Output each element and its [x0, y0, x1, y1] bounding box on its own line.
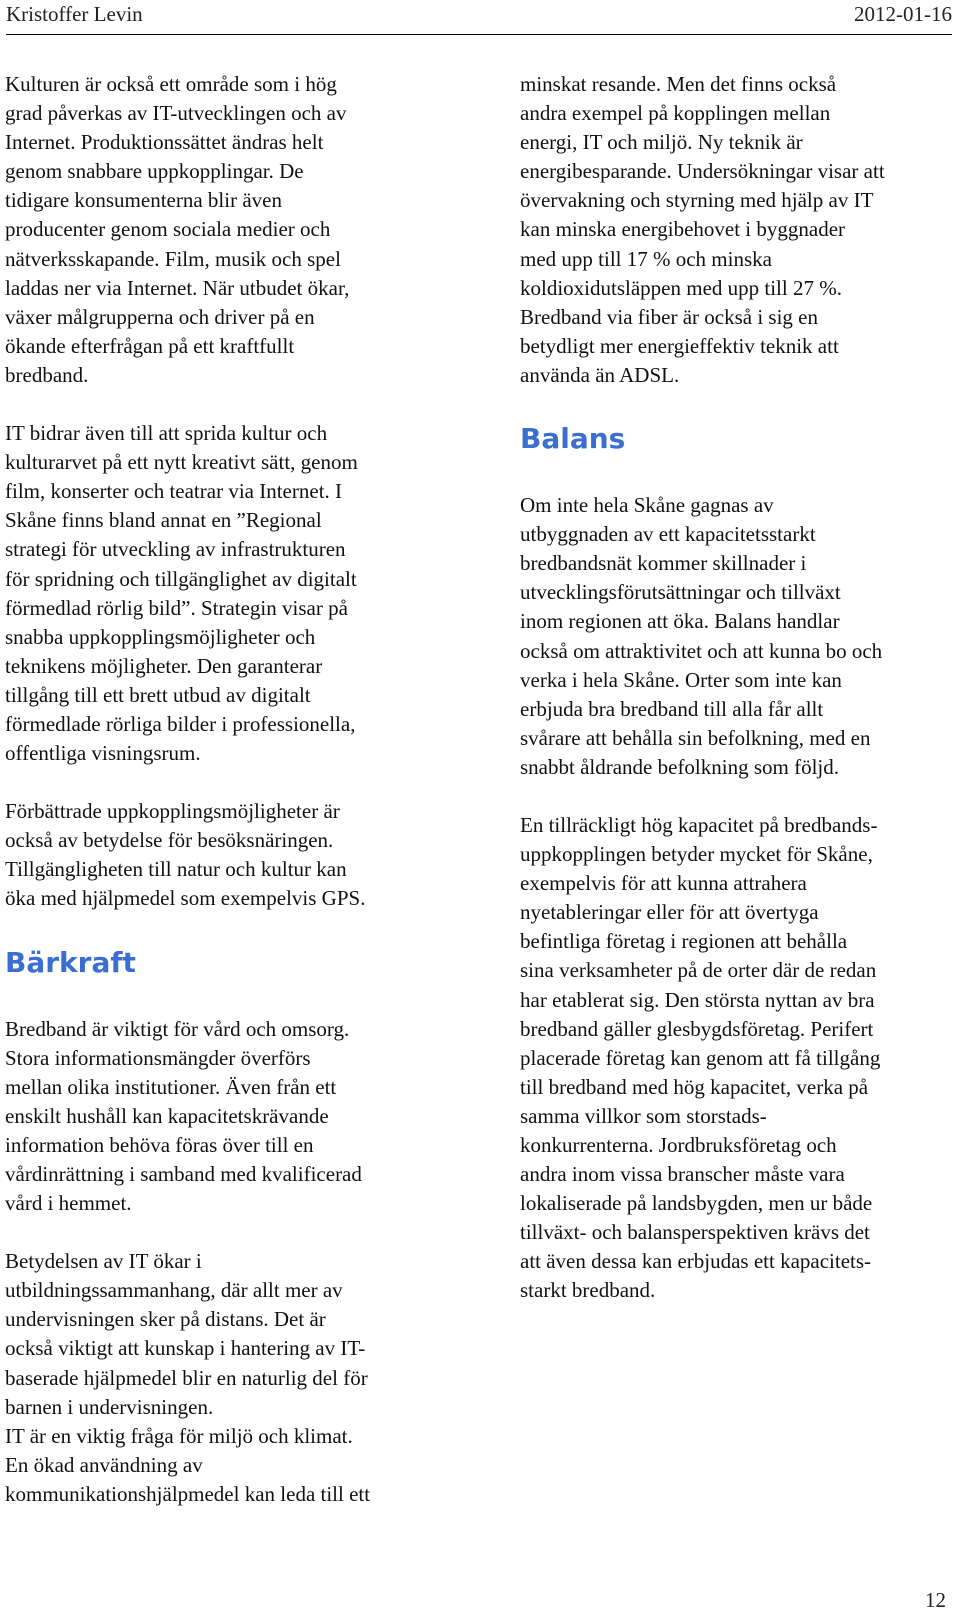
page-number: 12	[925, 1588, 946, 1612]
page-header	[6, 0, 952, 35]
paragraph-energi: minskat resande. Men det finns också andra exempel på kopplingen mellan energi, IT och miljö. Ny teknik är energibesparande. Undersökningar visar att övervakning och styrning med hjälp av IT kan minska energibehovet i byggnader med upp till 17 % och minska koldioxidutsläppen med upp till 27 %. Bredband via fiber är också i sig en betydligt mer energieffektiv teknik att använda än ADSL.	[520, 72, 885, 387]
paragraph-utbildning: Betydelsen av IT ökar i utbildningssammanhang, där allt mer av undervisningen sker på distans. Det är också viktigt att kunskap i hantering av IT- baserade hjälpmedel blir en naturlig del för barnen i undervisningen.	[5, 1249, 368, 1419]
paragraph-kultur: Kulturen är också ett område som i hög grad påverkas av IT-utvecklingen och av Internet. Produktionssättet ändras helt genom snabbare uppkopplingar. De tidigare konsumenterna blir även producenter genom sociala medier och nätverksskapande. Film, musik och spel laddas ner via Internet. När utbudet ökar, växer målgrupperna och driver på en ökande efterfrågan på ett kraftfullt bredband.	[5, 72, 350, 387]
section-heading-barkraft: Bärkraft	[5, 945, 136, 979]
paragraph-besoksnaring: Förbättrade uppkopplingsmöjligheter är också av betydelse för besöksnäringen. Tillgängligheten till natur och kultur kan öka med hjälpmedel som exempelvis GPS.	[5, 799, 366, 911]
left-column	[5, 70, 475, 1509]
header-date: 2012-01-16	[854, 2, 952, 26]
paragraph-balans: Om inte hela Skåne gagnas av utbyggnaden av ett kapacitetsstarkt bredbandsnät kommer skillnader i utvecklingsförutsättningar och tillväxt inom regionen att öka. Balans handlar också om attraktivitet och att kunna bo och verka i hela Skåne. Orter som inte kan erbjuda bra bredband till alla får allt svårare att behålla sin befolkning, med en snabbt åldrande befolkning som följd.	[520, 493, 883, 779]
paragraph-miljo: IT är en viktig fråga för miljö och klimat. En ökad användning av kommunikationshjälpmedel kan leda till ett	[5, 1423, 371, 1506]
paragraph-kapacitet: En tillräckligt hög kapacitet på bredbands- uppkopplingen betyder mycket för Skåne, exempelvis för att kunna attrahera nyetableringar eller för att övertyga befintliga företag i regionen att behålla sina verksamheter på de orter där de redan har etablerat sig. Den största nyttan av bra bredband gäller glesbygdsföretag. Perifert placerade företag kan genom att få tillgång till bredband med hög kapacitet, verka på samma villkor som storstads- konkurrenterna. Jordbruksföretag och andra inom vissa branscher måste vara lokaliserade på landsbygden, men ur både tillväxt- och balansperspektiven krävs det att även dessa kan erbjudas ett kapacitets- starkt bredband.	[520, 812, 881, 1303]
right-column	[520, 70, 960, 1306]
section-heading-balans: Balans	[520, 422, 626, 456]
paragraph-vard: Bredband är viktigt för vård och omsorg. Stora informationsmängder överförs mellan olika institutioner. Även från ett enskilt hushåll kan kapacitetskrävande information behöva föras över till en vårdinrättning i samband med kvalificerad vård i hemmet.	[5, 1016, 362, 1216]
header-author: Kristoffer Levin	[6, 2, 143, 26]
paragraph-it-kultur: IT bidrar även till att sprida kultur och kulturarvet på ett nytt kreativt sätt, genom film, konserter och teatrar via Internet. I Skåne finns bland annat en ”Regional strategi för utveckling av infrastrukturen för spridning och tillgänglighet av digitalt förmedlad rörlig bild”. Strategin visar på snabba uppkopplingsmöjligheter och teknikens möjligheter. Den garanterar tillgång till ett brett utbud av digitalt förmedlade rörliga bilder i professionella, offentliga visningsrum.	[5, 421, 358, 766]
